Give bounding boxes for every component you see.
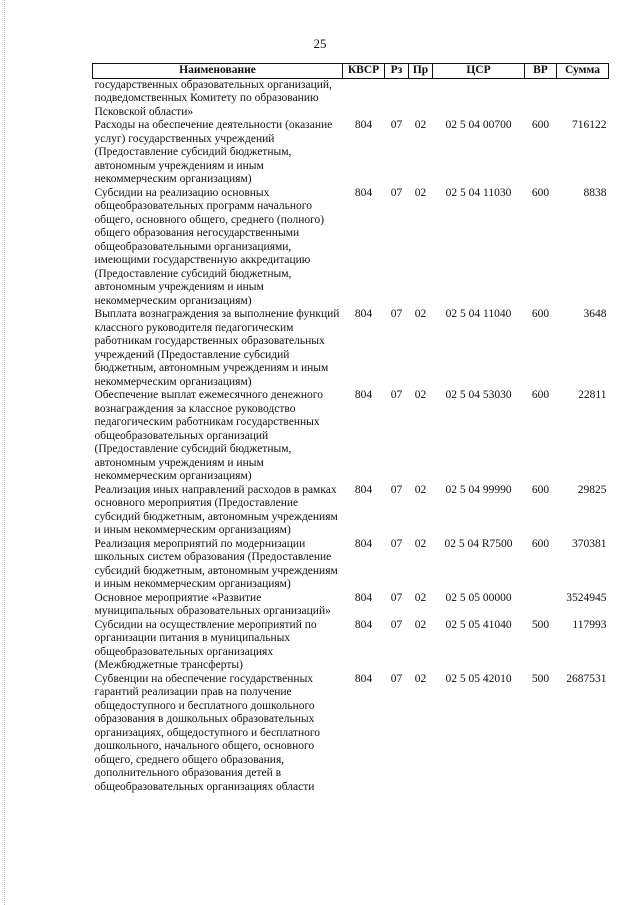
cell-sum: 3648 (583, 308, 607, 320)
header-kvsr: КВСР (343, 64, 385, 79)
cell-sum: 370381 (572, 537, 607, 550)
table-row (93, 619, 609, 673)
cell-kvsr: 804 (354, 186, 373, 199)
cell-kvsr: 804 (354, 483, 373, 496)
cell-pr: 02 (414, 119, 427, 131)
header-csr: ЦСР (433, 64, 525, 79)
cell-csr: 02 5 04 R7500 (444, 537, 513, 550)
cell-rz: 07 (390, 483, 403, 496)
cell-rz: 07 (390, 672, 403, 685)
cell-pr: 02 (414, 537, 427, 550)
cell-rz: 07 (390, 308, 403, 320)
cell-csr: 02 5 04 00700 (445, 119, 512, 131)
cell-rz: 07 (390, 186, 403, 199)
cell-name: Субвенции на обеспечение государственных гарантий реализации прав на получение общедоступного и бесплатного дошкольного образования в дошкольных образовательных организациях, общедоступного и бесплатного дошкольного, начального общего, основного общего, среднего общего образования, дополнительного образования детей в общеобразовательных организациях области (94, 672, 321, 793)
cell-rz (385, 78, 409, 119)
header-pr: Пр (409, 64, 433, 79)
cell-kvsr: 804 (354, 618, 373, 631)
cell-pr: 02 (414, 672, 427, 685)
cell-rz: 07 (390, 591, 403, 604)
cell-csr: 02 5 04 53030 (445, 389, 512, 401)
cell-name: Реализация иных направлений расходов в рамках основного мероприятия (Предоставление субсидий бюджетным, автономным учреждениям и иным некоммерческим организациям) (94, 483, 338, 536)
cell-vr: 600 (531, 308, 550, 320)
cell-vr (525, 78, 557, 119)
cell-kvsr: 804 (354, 672, 373, 685)
cell-vr: 600 (531, 483, 550, 496)
cell-vr: 600 (531, 186, 550, 199)
cell-name: Расходы на обеспечение деятельности (оказание услуг) государственных учреждений (Предоставление субсидий бюджетным, автономным учреждениям и иным некоммерческим организациям) (94, 119, 333, 185)
cell-kvsr: 804 (354, 537, 373, 550)
cell-kvsr: 804 (354, 389, 373, 401)
cell-name: Субсидии на реализацию основных общеобразовательных программ начального общего, основного общего, среднего (полного) общего образования негосударственными общеобразовательными организациями, имеющими государственную аккредитацию (Предоставление субсидий бюджетным, автономным учреждениям и иным некоммерческим организациям) (94, 186, 325, 307)
budget-table (92, 63, 609, 794)
cell-kvsr: 804 (354, 591, 373, 604)
cell-name: государственных образовательных организаций, подведомственных Комитету по образованию Псковской области» (94, 78, 332, 118)
cell-pr: 02 (414, 591, 427, 604)
cell-rz: 07 (390, 119, 403, 131)
cell-vr: 600 (531, 119, 550, 131)
cell-csr: 02 5 05 41040 (445, 618, 512, 631)
cell-pr: 02 (414, 186, 427, 199)
cell-kvsr (343, 78, 385, 119)
cell-pr: 02 (414, 308, 427, 320)
cell-csr (433, 78, 525, 119)
table-row (93, 78, 609, 119)
table-row (93, 308, 609, 389)
table-row (93, 484, 609, 538)
header-sum: Сумма (557, 64, 609, 79)
cell-sum: 8838 (583, 186, 607, 199)
cell-pr: 02 (414, 618, 427, 631)
table-row (93, 119, 609, 187)
cell-sum: 22811 (578, 389, 607, 401)
cell-csr: 02 5 05 42010 (445, 672, 512, 685)
cell-name: Обеспечение выплат ежемесячного денежного вознаграждения за классное руководство педагогическим работникам государственных общеобразовательных организаций (Предоставление субсидий бюджетным, автономным учреждениям и иным некоммерческим организациям) (94, 389, 323, 482)
cell-vr: 600 (531, 389, 550, 401)
table-row (93, 673, 609, 795)
table-header (93, 64, 609, 79)
cell-csr: 02 5 04 99990 (445, 483, 512, 496)
cell-name: Основное мероприятие «Развитие муниципальных образовательных организаций» (94, 591, 331, 617)
cell-vr: 600 (531, 537, 550, 550)
cell-kvsr: 804 (354, 119, 373, 131)
cell-sum: 3524945 (566, 591, 607, 604)
cell-vr (525, 592, 557, 619)
cell-vr: 500 (531, 618, 550, 631)
cell-rz: 07 (390, 537, 403, 550)
table-row (93, 592, 609, 619)
cell-kvsr: 804 (354, 308, 373, 320)
table-body (93, 78, 609, 794)
scan-edge-line (4, 0, 6, 905)
page-number: 25 (313, 36, 327, 51)
cell-name: Реализация мероприятий по модернизации школьных систем образования (Предоставление субсидий бюджетным, автономным учреждениям и иным некоммерческим организациям) (94, 537, 338, 590)
cell-sum: 117993 (572, 618, 607, 631)
cell-name: Субсидии на осуществление мероприятий по организации питания в муниципальных общеобразовательных организациях (Межбюджетные трансферты) (94, 618, 317, 671)
header-rz: Рз (385, 64, 409, 79)
header-vr: ВР (525, 64, 557, 79)
cell-pr: 02 (414, 483, 427, 496)
cell-sum (557, 78, 609, 119)
cell-pr (409, 78, 433, 119)
cell-vr: 500 (531, 672, 550, 685)
table-row (93, 538, 609, 592)
header-name: Наименование (93, 64, 343, 79)
cell-csr: 02 5 04 11030 (445, 186, 512, 199)
cell-sum: 29825 (577, 483, 607, 496)
cell-csr: 02 5 05 00000 (445, 591, 512, 604)
table-row (93, 389, 609, 484)
cell-name: Выплата вознаграждения за выполнение функций классного руководителя педагогическим работникам государственных образовательных учреждений (Предоставление субсидий бюджетным, автономным учреждениям и иным некоммерческим организациям) (94, 308, 340, 388)
header-row (93, 64, 609, 79)
cell-sum: 2687531 (566, 672, 607, 685)
cell-csr: 02 5 04 11040 (445, 308, 512, 320)
cell-pr: 02 (414, 389, 427, 401)
cell-sum: 716122 (572, 119, 607, 131)
cell-rz: 07 (390, 389, 403, 401)
table-row (93, 187, 609, 309)
cell-rz: 07 (390, 618, 403, 631)
